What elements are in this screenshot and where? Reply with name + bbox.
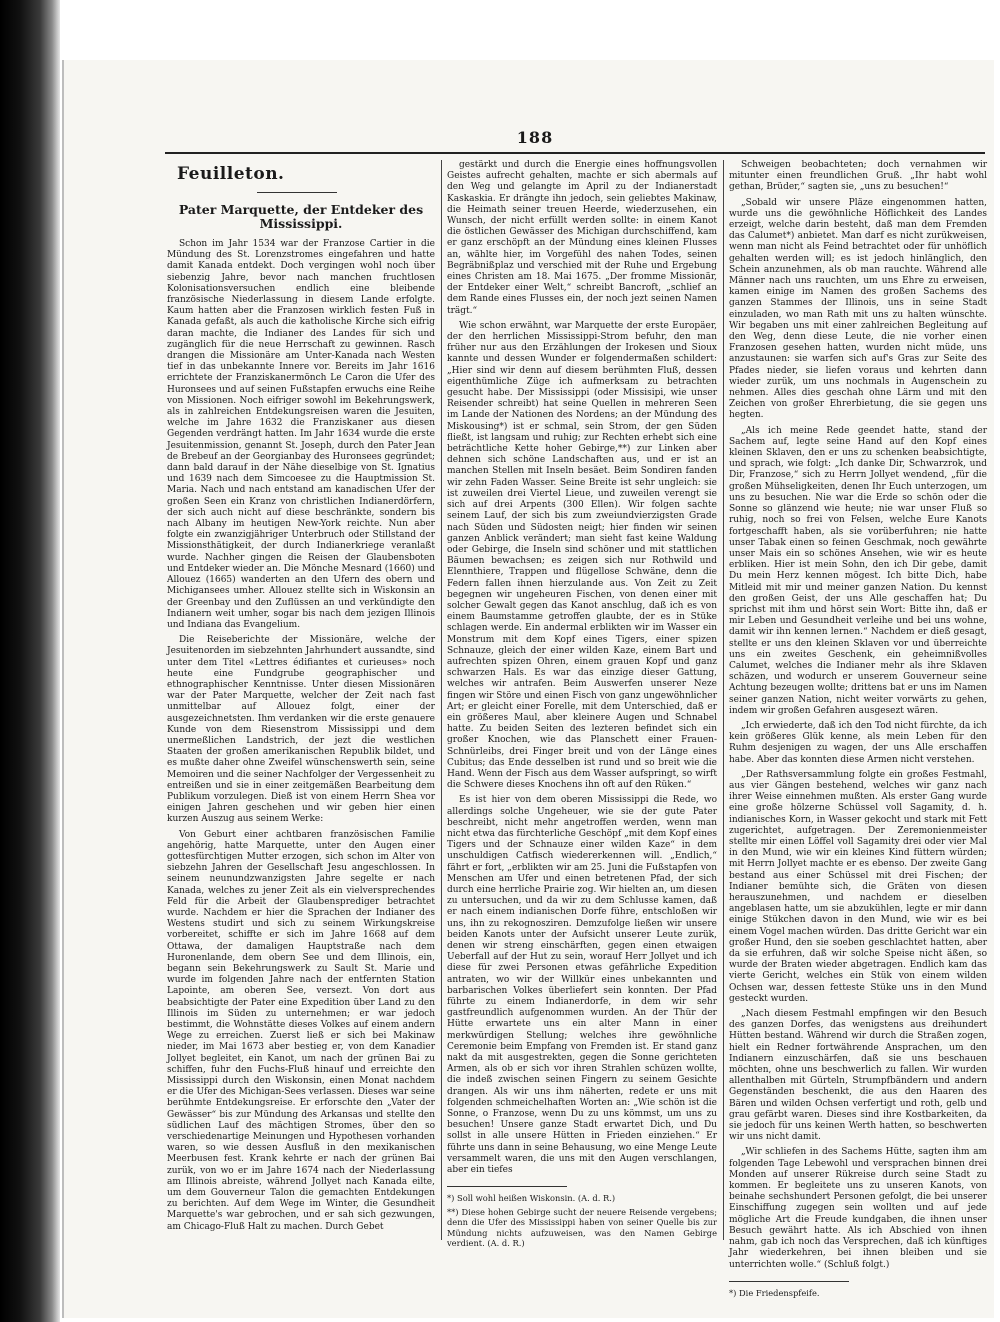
- paragraph: Die Reiseberichte der Missionäre, welche der Jesuitenorden im siebzehnten Jahrhundert aussandte, sind unter dem Titel «Lettres édifiantes et curieuses» noch heute eine Fundgrube geographischer und ethnographischer Kenntnisse. Unter diesen Missionären war der Pater Marquette, welcher der Zeit nach fast unmittelbar auf Allouez folgt, einer der ausgezeichnetsten. Ihm verdanken wir die erste genauere Kunde von dem Riesenstrom Mississippi und dem unermeßlichen Landstrich, der jezt die westlichen Staaten der großen amerikanischen Republik bildet, und es mußte daher ohne Zweifel wünschenswerth sein, seine Memoiren und die seiner Nachfolger der Vergessenheit zu entreißen und sie in einer zeitgemäßen Bearbeitung dem Publikum vorzulegen. Dieß ist von einem Herrn Shea vor einigen Jahren geschehen und wir geben hier einen kurzen Auszug aus seinem Werke:: [167, 635, 435, 825]
- paragraph: „Als ich meine Rede geendet hatte, stand der Sachem auf, legte seine Hand auf den Kopf eines kleinen Sklaven, den er uns zu schenken beabsichtigte, und sprach, wie folgt: „Ich danke Dir, Schwarzrok, und Dir, Franzose,“ sich zu Herrn Jollyet wendend, „für die großen Mühseligkeiten, denen Ihr Euch unterzogen, um uns zu besuchen. Nie war die Erde so schön oder die Sonne so glänzend wie heute; nie war unser Fluß so ruhig, noch so frei von Felsen, welche Eure Kanots fortgeschafft haben, als sie vorüberfuhren; nie hatte unser Tabak einen so feinen Geschmak, noch gewährte unser Mais ein so schönes Ansehen, wie wir es heute erbliken. Hier ist mein Sohn, den ich Dir gebe, damit Du mein Herz kennen mögest. Ich bitte Dich, habe Mitleid mit mir und meiner ganzen Nation. Du kennst den großen Geist, der uns Alle geschaffen hat; Du sprichst mit ihm und hörst sein Wort: Bitte ihn, daß er mir Leben und Gesundheit verleihe und bei uns wohne, damit wir ihn kennen lernen.“ Nachdem er dieß gesagt, stellte er uns den kleinen Sklaven vor und überreichte uns ein zweites Geschenk, ein geheimnißvolles Calumet, welches die Indianer mehr als ihre Sklaven schäzen, und wodurch er unserem Gouverneur seine Achtung bezeugen wollte; drittens bat er uns im Namen seiner ganzen Nation, nicht weiter vorwärts zu gehen, indem wir großen Gefahren ausgesezt wären.: [729, 425, 987, 716]
- section-title: Feuilleton.: [177, 164, 285, 184]
- article-title-line-1: Pater Marquette, der Entdeker des: [178, 202, 424, 217]
- header-rule: [165, 152, 985, 154]
- column-divider-2: [723, 160, 724, 1240]
- page-number: 188: [516, 128, 554, 147]
- paragraph: „Sobald wir unsere Pläze eingenommen hatten, wurde uns die gewöhnliche Höflichkeit des Landes erzeigt, welche darin besteht, daß man dem Fremden das Calumet*) anbietet. Man darf es nicht zurükweisen, wenn man nicht als Feind betrachtet oder für unhöflich gehalten werden will; es ist jedoch hinlänglich, den Schein anzunehmen, als ob man rauchte. Während alle Männer nach uns rauchten, um uns Ehre zu erweisen, kamen einige im Namen des großen Sachems des ganzen Stammes der Illinois, uns in seine Stadt einzuladen, wo man Rath mit uns zu halten wünschte. Wir begaben uns mit einer zahlreichen Begleitung auf den Weg, denn diese Leute, die nie vorher einen Franzosen gesehen hatten, wurden nicht müde, uns anzustaunen: sie warfen sich auf's Gras zur Seite des Pfades nieder, sie liefen voraus und kehrten dann wieder zurük, um uns nochmals in Augenschein zu nehmen. Alles dies geschah ohne Lärm und mit den Zeichen von großer Ehrerbietung, die sie gegen uns hegten.: [729, 197, 987, 421]
- footnote: **) Diese hohen Gebirge sucht der neuere Reisende vergebens; denn die Ufer des Mississippi haben von seiner Quelle bis zur Mündung nichts aufzuweisen, was den Namen Gebirge verdient. (A. d. R.): [447, 1206, 717, 1248]
- article-title: [167, 203, 435, 231]
- column-2: [447, 160, 717, 1248]
- section-rule: [257, 192, 337, 193]
- footnote: *) Soll wohl heißen Wiskonsin. (A. d. R.): [447, 1193, 616, 1204]
- article-title-line-2: Mississippi.: [259, 216, 343, 231]
- footnote: *) Die Friedenspfeife.: [729, 1287, 820, 1298]
- paragraph: Schon im Jahr 1534 war der Franzose Cartier in die Mündung des St. Lorenzstromes eingefahren und hatte damit Kanada entdekt. Doch vergingen wohl noch über siebenzig Jahre, bevor nach manchen fruchtlosen Kolonisationsversuchen endlich eine bleibende französische Niederlassung in diesem Lande erfolgte. Kaum hatten aber die Franzosen wirklich festen Fuß in Kanada gefaßt, als auch die katholische Kirche sich eifrig daran machte, die Indianer des Landes für sich und zugänglich für die neue Herrschaft zu gewinnen. Rasch drangen die Missionäre am Unter-Kanada nach Westen tief in das unbekannte Innere vor. Bereits im Jahr 1616 errichtete der Franziskanermönch Le Caron die Ufer des Huronsees und auf seinen Fußstapfen erwuchs eine Reihe von Missionen. Noch eifriger sowohl im Bekehrungswerk, als in zahlreichen Entdekungsreisen waren die Jesuiten, welche im Jahre 1632 die Franziskaner aus diesen Gegenden verdrängt hatten. Im Jahr 1634 wurde die erste Jesuitenmission, genannt St. Joseph, durch den Pater Jean de Brebeuf an der Georgianbay des Huronsees gegründet; dann bald darauf in der Nähe dieselbige von St. Ignatius und 1639 nach dem Simcoesee zu die Hauptmission St. Maria. Nach und nach entstand am kanadischen Ufer der großen Seen ein Kranz von christlichen Indianerdörfern, der sich auch nicht auf diese beschränkte, sondern bis nach Albany im heutigen New-York reichte. Nun aber folgte ein zwanzigjähriger Unterbruch oder Stillstand der Missionsthätigkeit, der durch Indianerkriege veranlaßt wurde. Nachher gingen die Reisen der Glaubensboten und Entdeker wieder an. Die Mönche Mesnard (1660) und Allouez (1665) wanderten an den Ufern des obern und Michigansees umher. Allouez stellte sich in Wiskonsin an der Greenbay und den Zuflüssen an und verkündigte den Indianern weit umher, sogar bis nach dem jezigen Illinois und Indiana das Evangelium.: [167, 239, 435, 630]
- paragraph: „Wir schliefen in des Sachems Hütte, sagten ihm am folgenden Tage Lebewohl und versprachen binnen drei Monden auf unserer Rükreise durch seine Stadt zu kommen. Er begleitete uns zu unseren Kanots, von beinahe sechshundert Personen gefolgt, die bei unserer Einschiffung zugegen sein wollten und auf jede mögliche Art die Freude kundgaben, die ihnen unser Besuch gewährt hatte. Als ich Abschied von ihnen nahm, gab ich noch das Versprechen, daß ich künftiges Jahr wiederkehren, bei ihnen bleiben und sie unterrichten wolle.“ (Schluß folgt.): [729, 1147, 987, 1270]
- scanner-edge: [0, 0, 60, 1322]
- column-3: [729, 160, 987, 1298]
- paragraph: Schweigen beobachteten; doch vernahmen wir mitunter einen freundlichen Gruß. „Ihr habt wohl gethan, Brüder,“ sagten sie, „uns zu besuchen!“: [729, 160, 987, 193]
- column-1: [167, 160, 435, 1240]
- paragraph: Es ist hier von dem oberen Mississippi die Rede, wo allerdings solche Ungeheuer, wie sie der gute Pater beschreibt, nicht mehr angetroffen werden, wenn man nicht etwa das fürchterliche Geschöpf „mit dem Kopf eines Tigers und der Schnauze einer wilden Kaze“ in dem unschuldigen Catfisch wiedererkennen will. „Endlich,“ fährt er fort, „erblikten wir am 25. Juni die Fußstapfen von Menschen am Ufer und einen betretenen Pfad, der sich durch eine herrliche Prairie zog. Wir hielten an, um diesen zu untersuchen, und da wir zu dem Schlusse kamen, daß er nach einem indianischen Dorfe führe, entschloßen wir uns, ihn zu rekognosziren. Demzufolge ließen wir unsere beiden Kanots unter der Aufsicht unserer Leute zurük, denen wir streng einschärften, gegen einen etwaigen Ueberfall auf der Hut zu sein, worauf Herr Jollyet und ich diese für zwei Personen etwas gefährliche Expedition antraten, wo wir der Willkür eines unbekannten und barbarischen Volkes überliefert sein konnten. Der Pfad führte zu einem Indianerdorfe, in dem wir sehr gastfreundlich aufgenommen wurden. An der Thür der Hütte erwartete uns ein alter Mann in einer merkwürdigen Stellung; welches ihre gewöhnliche Ceremonie beim Empfang von Fremden ist. Er stand ganz nakt da mit ausgestrekten, gegen die Sonne gerichteten Armen, als ob er sich vor ihren Strahlen schüzen wollte, die indeß zwischen seinen Fingern zu seinem Gesichte drangen. Als wir uns ihm näherten, redete er uns mit folgenden schmeichelhaften Worten an: „Wie schön ist die Sonne, o Franzose, wenn Du zu uns kömmst, um uns zu besuchen! Unsere ganze Stadt erwartet Dich, und Du sollst in alle unsere Hütten in Frieden einziehen.“ Er führte uns dann in seine Behausung, wo eine Menge Leute versammelt waren, die uns mit den Augen verschlangen, aber ein tiefes: [447, 795, 717, 1176]
- paragraph: Von Geburt einer achtbaren französischen Familie angehörig, hatte Marquette, unter den Augen einer gottesfürchtigen Mutter erzogen, sich schon im Alter von siebzehn Jahren der Gesellschaft Jesu angeschlossen. In seinem neunundzwanzigsten Jahre segelte er nach Kanada, welches zu jener Zeit als ein vielversprechendes Feld für die Arbeit der Glaubensprediger betrachtet wurde. Nachdem er hier die Sprachen der Indianer des Westens studirt und sich zu seinem Wirkungskreise vorbereitet, schiffte er sich im Jahre 1668 auf dem Ottawa, der damaligen Hauptstraße nach dem Huronenlande, dem obern See und dem Illinois, ein, begann sein Bekehrungswerk zu Sault St. Marie und wurde im folgenden Jahre nach der entfernten Station Lapointe, am oberen See, versezt. Von dort aus beabsichtigte der Pater eine Expedition über Land zu den Illinois im Süden zu unternehmen; er war jedoch bestimmt, die Wohnstätte dieses Volkes auf einem andern Wege zu erreichen. Zuerst ließ er sich bei Makinaw nieder, im Mai 1673 aber bestieg er, von dem Kanadier Jollyet begleitet, ein Kanot, um nach der grünen Bai zu schiffen, fuhr den Fuchs-Fluß hinauf und erreichte den Mississippi durch den Wiskonsin, einen Monat nachdem er die Ufer des Michigan-Sees verlassen. Dieses war seine berühmte Entdekungsreise. Er erforschte den „Vater der Gewässer“ bis zur Mündung des Arkansas und stellte den südlichen Lauf des mächtigen Stromes, über den so verschiedenartige Meinungen und Hypothesen vorhanden waren, so wie dessen Ausfluß in den mexikanischen Meerbusen fest. Krank kehrte er nach der grünen Bai zurük, von wo er im Jahre 1674 nach der Niederlassung am Illinois abreiste, während Jollyet nach Kanada eilte, um dem Gouverneur Talon die gemachten Entdekungen zu berichten. Auf dem Wege im Winter, die Gesundheit Marquette's war gebrochen, und er sah sich gezwungen, am Chicago-Fluß Halt zu machen. Durch Gebet: [167, 829, 435, 1232]
- footnote-separator: [729, 1281, 849, 1282]
- paragraph: Wie schon erwähnt, war Marquette der erste Europäer, der den herrlichen Mississippi-Strom befuhr, den man früher nur aus den Erzählungen der Irokesen und Sioux kannte und dessen Wunder er folgendermaßen schildert: „Hier sind wir denn auf diesem berühmten Fluß, dessen eigenthümliche Züge ich aufmerksam zu betrachten gesucht habe. Der Mississippi (oder Missisipi, wie unser Reisender schreibt) hat seine Quellen in mehreren Seen im Lande der Nationen des Nordens; an der Mündung des Miskousing*) ist er schmal, sein Strom, der gen Süden fließt, ist langsam und ruhig; zur Rechten erhebt sich eine beträchtliche Kette hoher Gebirge,**) zur Linken aber dehnen sich schöne Landschaften aus, und er ist an manchen Stellen mit Inseln besäet. Beim Sondiren fanden wir zehn Faden Wasser. Seine Breite ist sehr ungleich: sie ist zuweilen drei Viertel Lieue, und zuweilen verengt sie sich auf drei Arpents (300 Ellen). Wir folgen sachte seinem Lauf, der sich bis zum zweiundvierzigsten Grade nach Süden und Südosten neigt; hier finden wir seinen ganzen Anblick verändert; man sieht fast keine Waldung oder Gebirge, die Inseln sind schöner und mit stattlichen Bäumen bewachsen; es zeigen sich nur Rothwild und Elennthiere, Trappen und flügellose Schwäne, denn die Federn fallen ihnen hierzulande aus. Von Zeit zu Zeit begegnen wir ungeheuren Fischen, von denen einer mit solcher Gewalt gegen das Kanot anschlug, daß ich es von einem Baumstamme getroffen glaubte, der es in Stüke schlagen werde. Ein andermal erblikten wir im Wasser ein Monstrum mit dem Kopf eines Tigers, einer spizen Schnauze, gleich der einer wilden Kaze, einem Bart und aufrechten spizen Ohren, einem grauen Kopf und ganz schwarzen Hals. Es war das einzige dieser Gattung, welches wir antrafen. Beim Auswerfen unserer Neze fingen wir Störe und einen Fisch von ganz ungewöhnlicher Art; er gleicht einer Forelle, mit dem Unterschied, daß er ein größeres Maul, aber kleinere Augen und Schnabel hatte. Zu beiden Seiten des lezteren befindet sich ein großer Knochen, wie das Planschett einer Frauen-Schnürleibs, drei Finger breit und von der Länge eines Cubitus; das Ende desselben ist rund und so breit wie die Hand. Wenn der Fisch aus dem Wasser aufspringt, so wirft die Schwere dieses Knochens ihn oft auf den Rüken.“: [447, 320, 717, 791]
- footnote-separator: [447, 1186, 567, 1187]
- column-divider-1: [441, 160, 442, 1240]
- paragraph: „Nach diesem Festmahl empfingen wir den Besuch des ganzen Dorfes, das wenigstens aus dreihundert Hütten bestand. Während wir durch die Straßen zogen, hielt ein Redner fortwährende Ansprachen, um den Indianern einzuschärfen, daß sie uns beschauen möchten, ohne uns beschwerlich zu fallen. Wir wurden allenthalben mit Gürteln, Strumpfbändern und andern Gegenständen beschenkt, die aus den Haaren des Bären und wilden Ochsen verfertigt und roth, gelb und grau gefärbt waren. Dieses sind ihre Kostbarkeiten, da sie jedoch für uns keinen Werth hatten, so beschwerten wir uns nicht damit.: [729, 1009, 987, 1143]
- paragraph: „Der Rathsversammlung folgte ein großes Festmahl, aus vier Gängen bestehend, welches wir ganz nach ihrer Weise einnehmen mußten. Als erster Gang wurde eine große hölzerne Schüssel voll Sagamity, d. h. indianisches Korn, in Wasser gekocht und stark mit Fett zugerichtet, aufgetragen. Der Zeremonienmeister stellte mir einen Löffel voll Sagamity drei oder vier Mal in den Mund, wie wir ein kleines Kind füttern würden; mit Herrn Jollyet machte er es ebenso. Der zweite Gang bestand aus einer Schüssel mit drei Fischen; der Indianer bemühte sich, die Gräten von diesen herauszunehmen, und nachdem er dieselben angeblasen hatte, um sie abzukühlen, legte er mir dann einige Stükchen davon in den Mund, wie wir es bei einem Vogel machen würden. Das dritte Gericht war ein großer Hund, den sie soeben geschlachtet hatten, aber da sie erfuhren, daß wir solche Speise nicht äßen, so wurde der Braten wieder abgetragen. Endlich kam das vierte Gericht, welches ein Stük von einem wilden Ochsen war, dessen fetteste Stüke uns in den Mund gesteckt wurden.: [729, 769, 987, 1004]
- paragraph: gestärkt und durch die Energie eines hoffnungsvollen Geistes aufrecht gehalten, machte er sich abermals auf den Weg und gelangte im April zu der Indianerstadt Kaskaskia. Er drängte ihn jedoch, sein geliebtes Makinaw, die Heimath seiner treuen Heerde, wiederzusehen, ein Wunsch, der nicht erfüllt werden sollte: in einem Kanot die östlichen Gewässer des Michigan durchschiffend, kam er ganz erschöpft an der Mündung eines kleinen Flusses an, wählte hier, im Vorgefühl des nahen Todes, seinen Begräbnißplaz und verschied mit der Ruhe und Ergebung eines Christen am 18. Mai 1675. „Der fromme Missionär, der Entdeker einer Welt,“ schreibt Bancroft, „schlief an dem Rande eines Flusses ein, der noch jezt seinen Namen trägt.“: [447, 160, 717, 316]
- paragraph: „Ich erwiederte, daß ich den Tod nicht fürchte, da ich kein größeres Glük kenne, als mein Leben für den Ruhm desjenigen zu wagen, der uns Alle erschaffen habe. Aber das konnten diese Armen nicht verstehen.: [729, 720, 987, 765]
